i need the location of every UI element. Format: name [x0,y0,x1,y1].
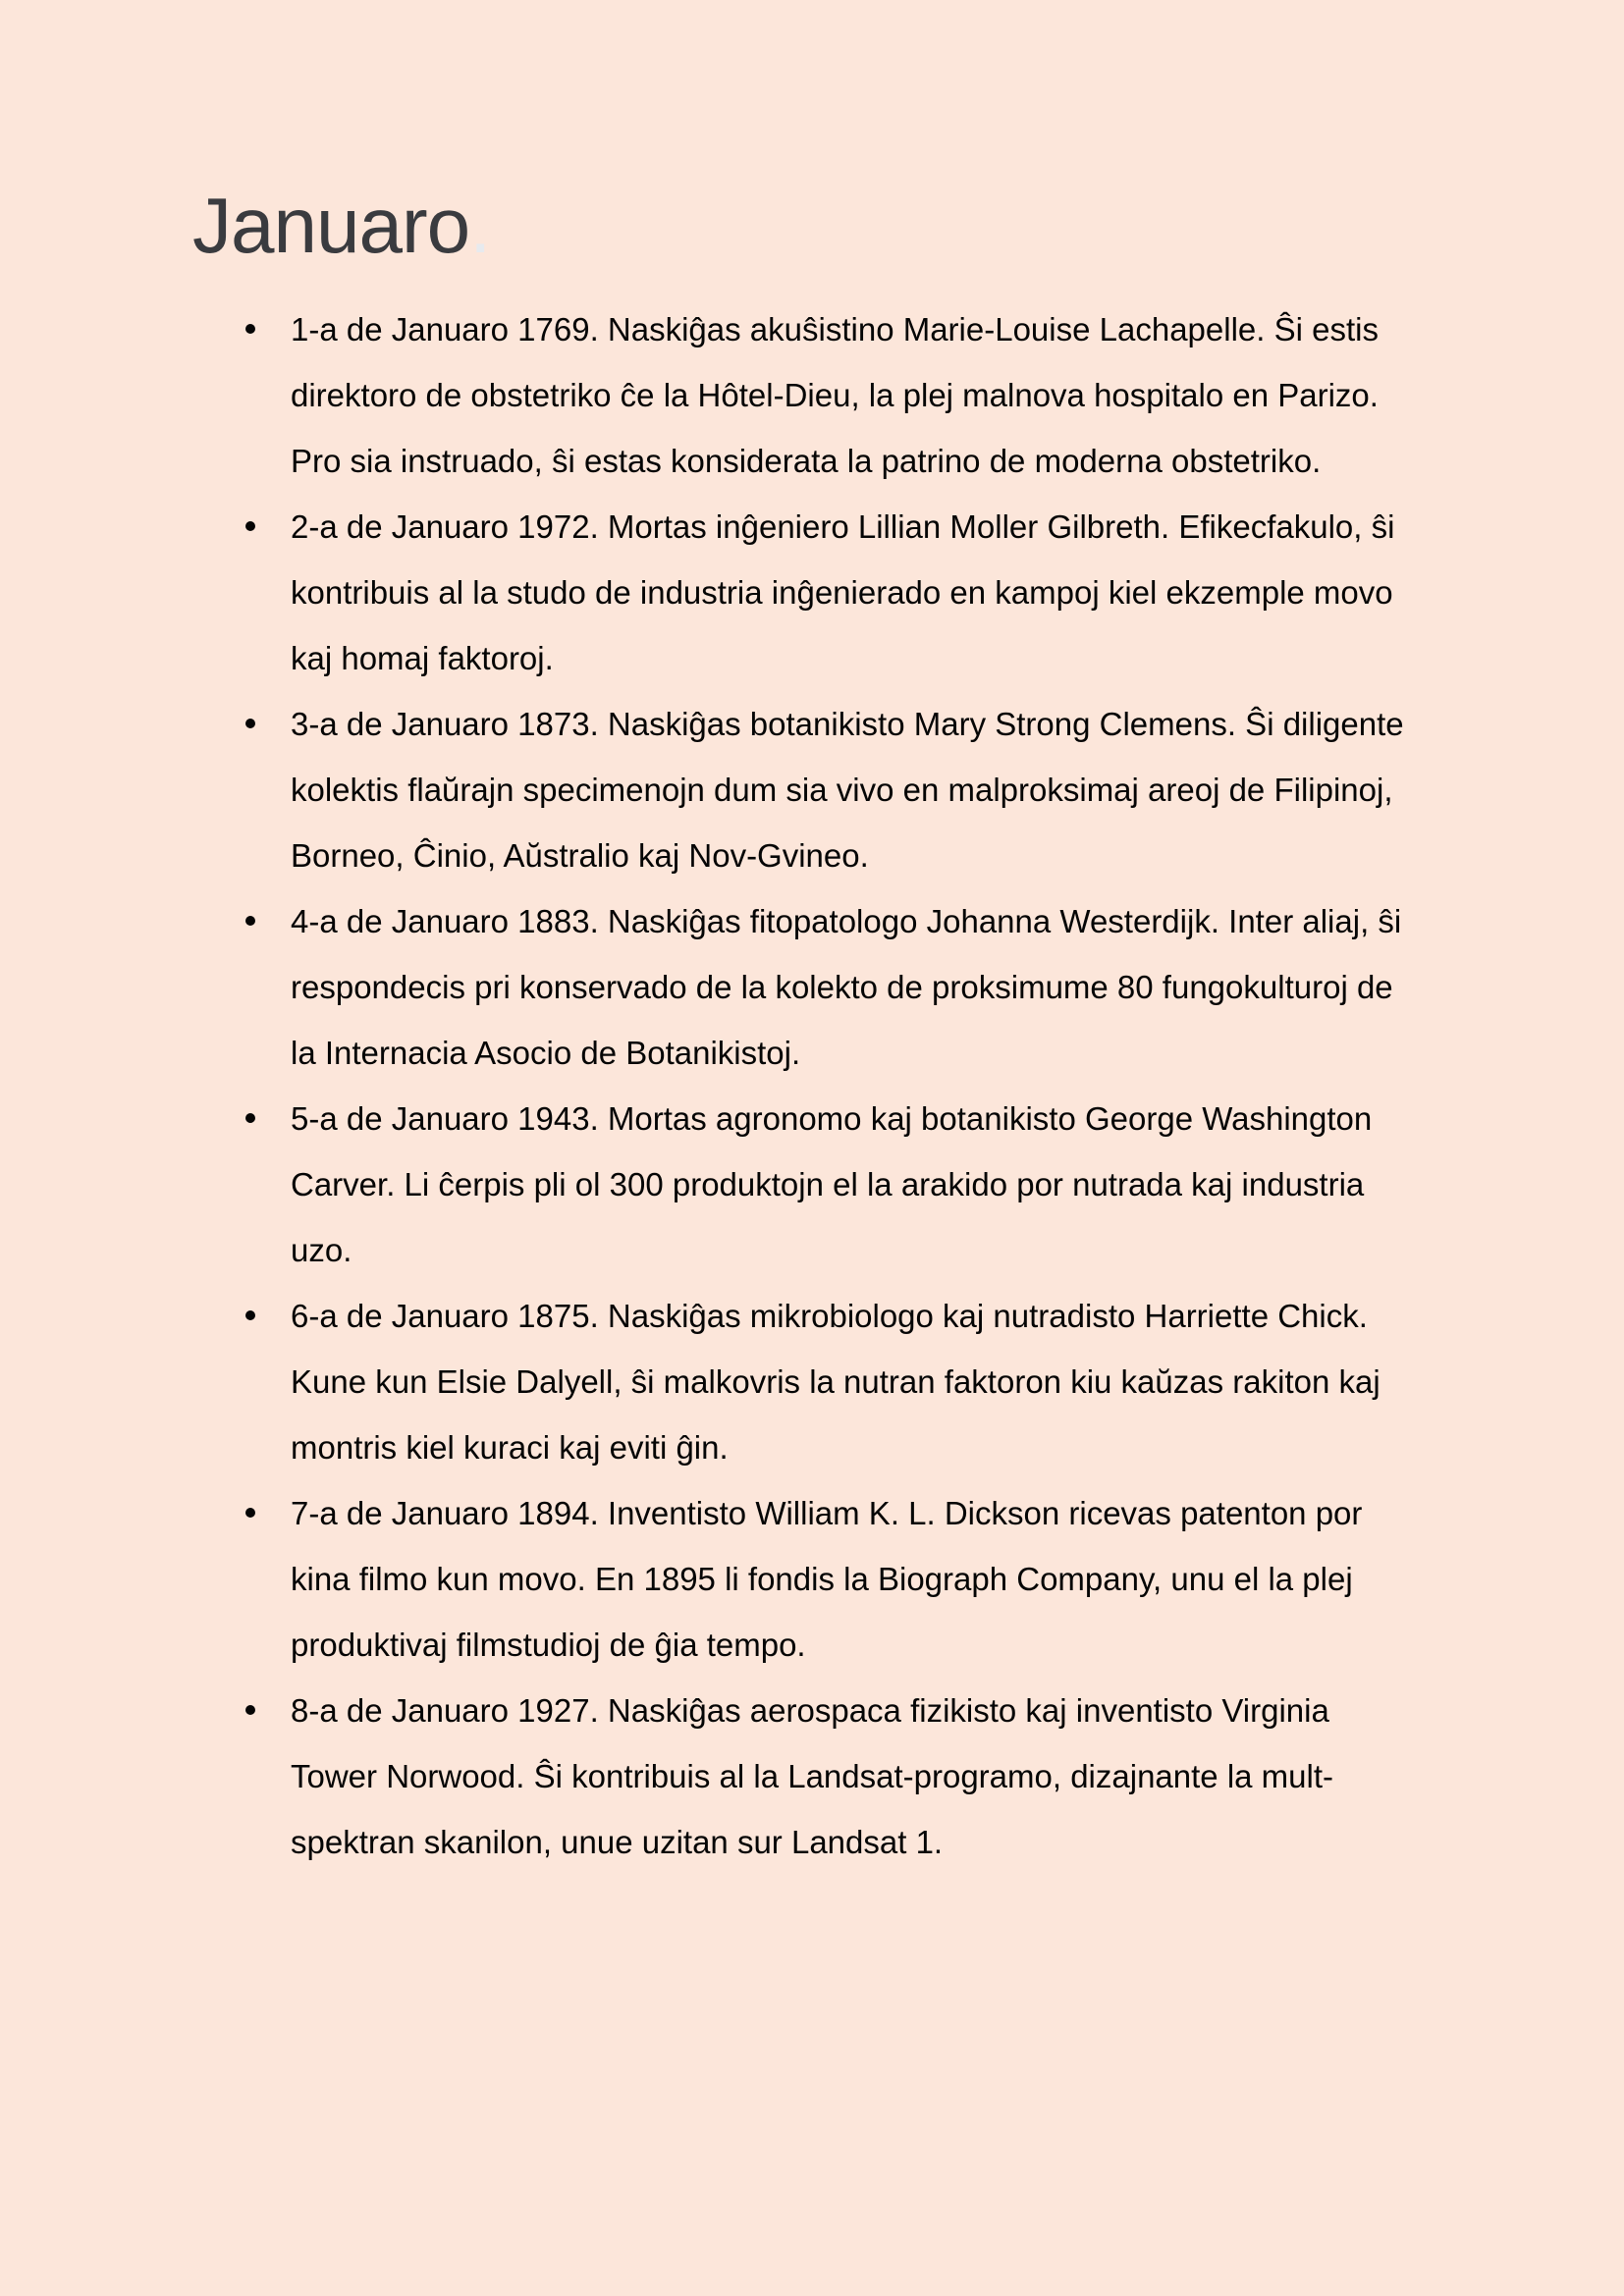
page-title-text: Januaro [192,182,470,269]
title-period: . [469,182,491,269]
page-title [192,182,1624,269]
list-item: 1-a de Januaro 1769. Naskiĝas akuŝistino Marie-Louise Lachapelle. Ŝi estis direktoro de obstetriko ĉe la Hôtel-Dieu, la plej malnova hospitalo en Parizo. Pro sia instruado, ŝi estas konsiderata la patrino de moderna obstetriko. [291,296,1415,494]
list-item: 2-a de Januaro 1972. Mortas inĝeniero Lillian Moller Gilbreth. Efikecfakulo, ŝi kontribuis al la studo de industria inĝenierado en kampoj kiel ekzemple movo kaj homaj faktoroj. [291,494,1415,691]
events-list [192,296,1415,1875]
list-item: 7-a de Januaro 1894. Inventisto William K. L. Dickson ricevas patenton por kina filmo kun movo. En 1895 li fondis la Biograph Company, unu el la plej produktivaj filmstudioj de ĝia tempo. [291,1480,1415,1678]
list-item: 4-a de Januaro 1883. Naskiĝas fitopatologo Johanna Westerdijk. Inter aliaj, ŝi respondecis pri konservado de la kolekto de proksimume 80 fungokulturoj de la Internacia Asocio de Botanikistoj. [291,888,1415,1086]
list-item: 6-a de Januaro 1875. Naskiĝas mikrobiologo kaj nutradisto Harriette Chick. Kune kun Elsie Dalyell, ŝi malkovris la nutran faktoron kiu kaŭzas rakiton kaj montris kiel kuraci kaj eviti ĝin. [291,1283,1415,1480]
list-item: 3-a de Januaro 1873. Naskiĝas botanikisto Mary Strong Clemens. Ŝi diligente kolektis flaŭrajn specimenojn dum sia vivo en malproksimaj areoj de Filipinoj, Borneo, Ĉinio, Aŭstralio kaj Nov-Gvineo. [291,691,1415,888]
list-item: 8-a de Januaro 1927. Naskiĝas aerospaca fizikisto kaj inventisto Virginia Tower Norwood. Ŝi kontribuis al la Landsat-programo, dizajnante la mult-spektran skanilon, unue uzitan sur Landsat 1. [291,1678,1415,1875]
list-item: 5-a de Januaro 1943. Mortas agronomo kaj botanikisto George Washington Carver. Li ĉerpis pli ol 300 produktojn el la arakido por nutrada kaj industria uzo. [291,1086,1415,1283]
